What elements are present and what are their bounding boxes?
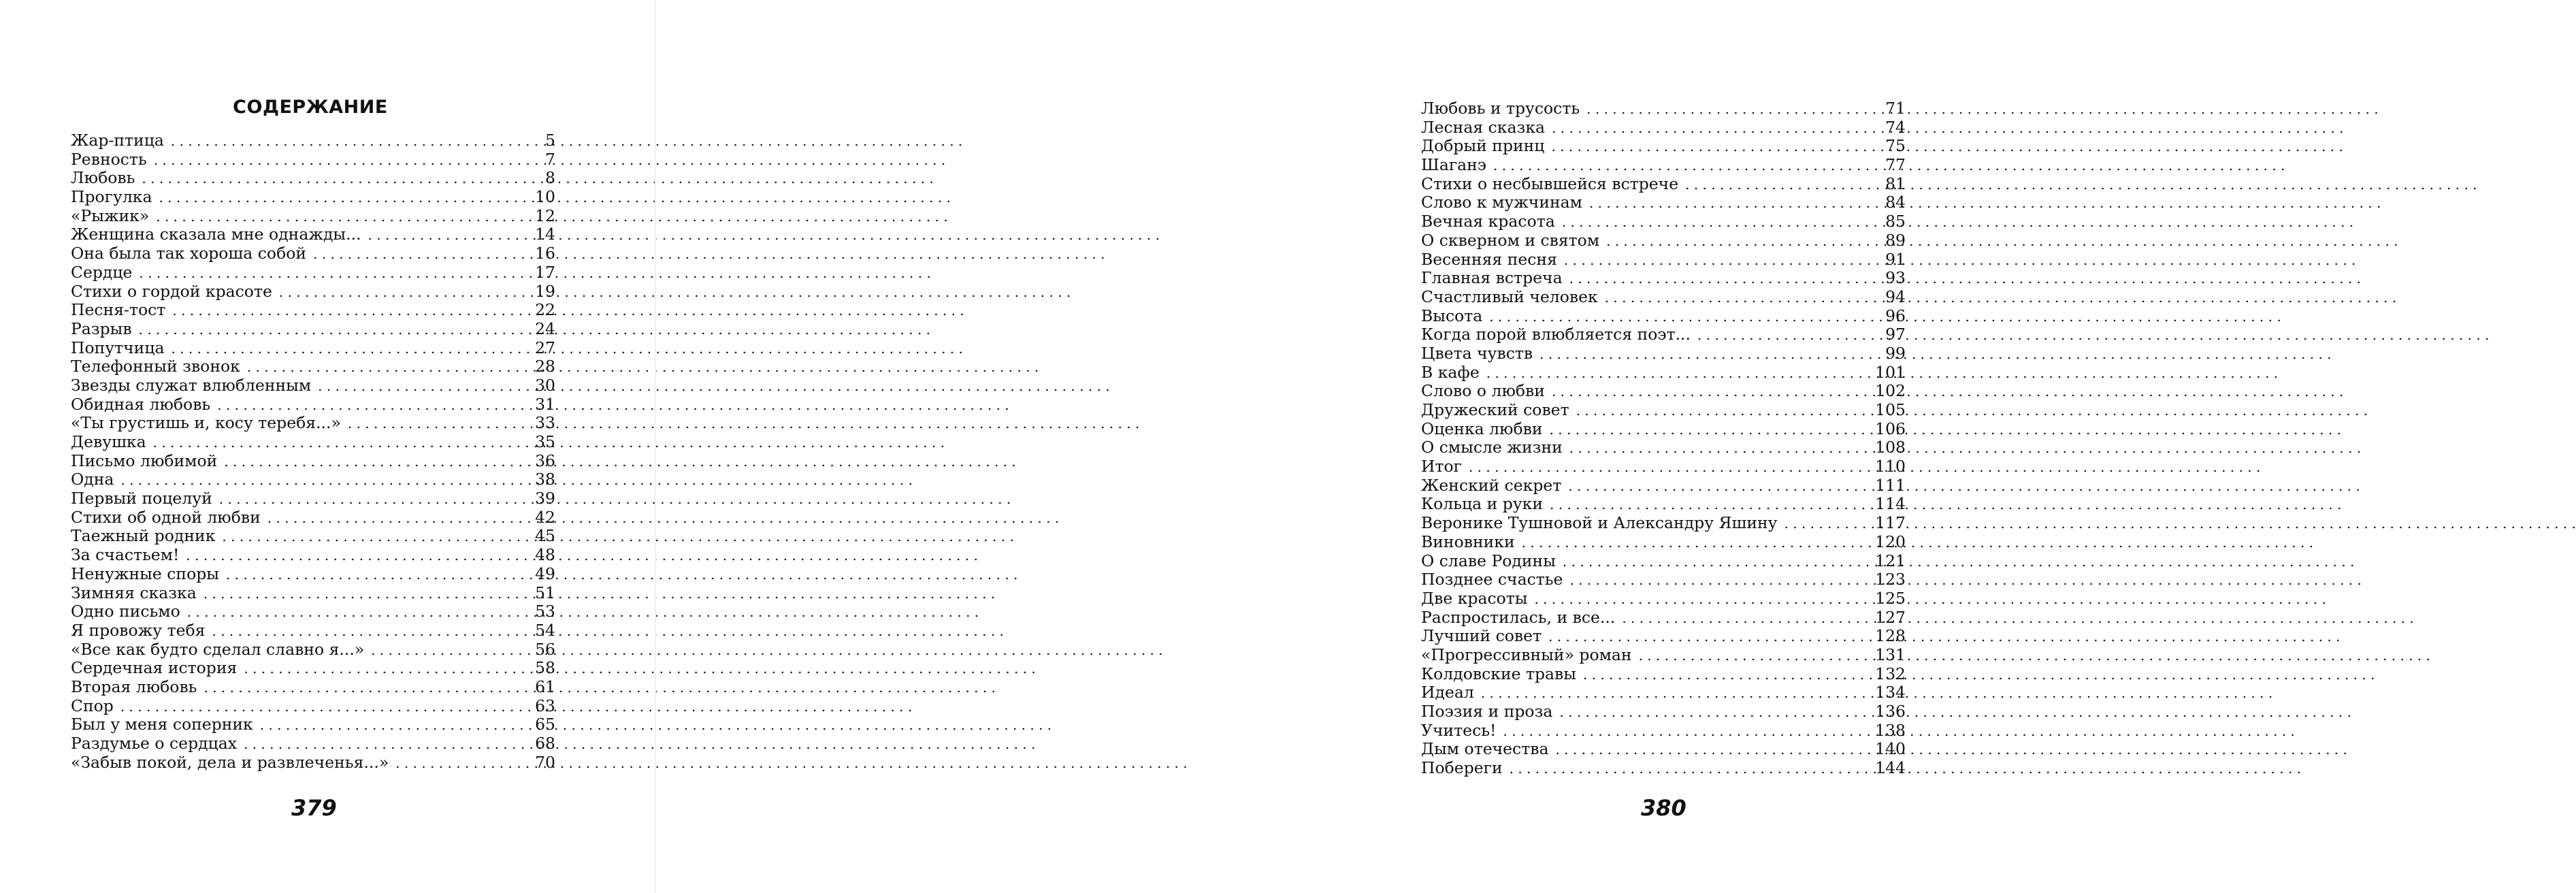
dot-leader [219, 490, 521, 509]
dot-leader [247, 358, 521, 377]
dot-leader [1552, 119, 1872, 138]
toc-entry-page: 31 [535, 394, 555, 414]
toc-entry-title: Женщина сказала мне однажды... [71, 225, 361, 244]
toc-entry [71, 565, 555, 584]
dot-leader [142, 169, 521, 189]
dot-leader [212, 622, 521, 641]
toc-entry-title: Был у меня соперник [71, 715, 253, 734]
dot-leader [1539, 345, 1872, 364]
toc-entry-page: 85 [1885, 212, 1906, 231]
toc-entry-title: Сердечная история [71, 658, 238, 678]
toc-entry-title: Обидная любовь [71, 394, 211, 414]
dot-leader [1576, 402, 1868, 421]
toc-entry-page: 45 [535, 526, 555, 546]
toc-entry [71, 263, 555, 282]
toc-entry-page: 65 [535, 715, 555, 734]
toc-entry [1421, 608, 1906, 628]
toc-entry-title: Первый поцелуй [71, 489, 212, 508]
dot-leader [120, 471, 521, 490]
dot-leader [156, 208, 521, 227]
dot-leader [348, 415, 521, 434]
toc-entry-page: 117 [1875, 513, 1906, 533]
dot-leader [1551, 137, 1872, 157]
toc-entry-page: 110 [1875, 457, 1906, 476]
dot-leader [217, 396, 521, 415]
toc-entry [1421, 533, 1906, 552]
toc-entry-title: Оценка любви [1421, 419, 1543, 438]
toc-entry [1421, 495, 1906, 514]
toc-entry-title: За счастьем! [71, 545, 180, 565]
toc-entry [71, 715, 555, 734]
dot-leader [267, 509, 521, 528]
toc-entry-page: 134 [1875, 683, 1906, 702]
toc-entry-title: «Все как будто сделал славно я...» [71, 639, 365, 659]
toc-entry-page: 56 [535, 639, 555, 659]
toc-list-left [71, 131, 555, 772]
toc-entry-page: 81 [1885, 174, 1906, 193]
toc-entry-page: 96 [1885, 306, 1906, 325]
toc-entry [71, 470, 555, 489]
dot-leader [395, 754, 521, 773]
toc-entry-title: Колдовские травы [1421, 664, 1576, 683]
toc-entry [1421, 99, 1906, 118]
toc-entry-title: Таежный родник [71, 526, 216, 546]
toc-entry-page: 8 [545, 168, 555, 188]
toc-entry [71, 527, 555, 546]
toc-entry [1421, 175, 1906, 194]
toc-entry-title: «Прогрессивный» роман [1421, 645, 1632, 664]
dot-leader [368, 226, 521, 245]
left-page [0, 0, 655, 893]
toc-entry-page: 36 [535, 451, 555, 470]
dot-leader [203, 585, 521, 604]
toc-entry-page: 111 [1875, 475, 1906, 495]
toc-entry-title: Раздумье о сердцах [71, 734, 237, 753]
dot-leader [318, 377, 521, 396]
toc-entry-page: 97 [1885, 325, 1906, 344]
dot-leader [1548, 628, 1867, 647]
toc-entry [71, 207, 555, 226]
dot-leader [1555, 741, 1867, 760]
toc-entry-title: Стихи об одной любви [71, 507, 261, 527]
dot-leader [1481, 684, 1867, 703]
toc-entry [1421, 193, 1906, 212]
toc-entry [71, 150, 555, 169]
toc-entry [1421, 156, 1906, 175]
toc-entry [1421, 325, 1906, 344]
toc-entry-page: 14 [535, 225, 555, 244]
dot-leader [313, 245, 521, 264]
toc-entry [71, 489, 555, 508]
toc-entry-page: 51 [535, 583, 555, 602]
dot-leader [1639, 647, 1868, 666]
dot-leader [1562, 213, 1872, 232]
toc-entry [1421, 269, 1906, 288]
toc-entry [71, 414, 555, 433]
toc-entry-page: 30 [535, 375, 555, 395]
dot-leader [1486, 364, 1867, 383]
toc-entry-title: О славе Родины [1421, 551, 1556, 570]
toc-entry-page: 75 [1885, 136, 1906, 156]
toc-entry [71, 225, 555, 244]
dot-leader [1563, 553, 1867, 572]
toc-entry [71, 734, 555, 753]
toc-entry-page: 138 [1875, 720, 1906, 740]
toc-entry [1421, 552, 1906, 571]
toc-entry [71, 188, 555, 207]
toc-entry [1421, 137, 1906, 156]
dot-leader [244, 735, 521, 754]
page-number-right: 380 [1641, 795, 1686, 821]
toc-entry-page: 70 [535, 752, 555, 772]
toc-entry [1421, 627, 1906, 646]
toc-entry [1421, 702, 1906, 721]
toc-entry [71, 659, 555, 678]
toc-entry-title: Счастливый человек [1421, 287, 1598, 306]
toc-entry-title: Любовь и трусость [1421, 99, 1580, 118]
dot-leader [1586, 100, 1872, 119]
toc-entry [71, 508, 555, 527]
page-number-left: 379 [291, 795, 337, 821]
toc-entry-page: 63 [535, 696, 555, 715]
toc-entry-page: 102 [1875, 381, 1906, 401]
toc-entry-title: Весенняя песня [1421, 249, 1557, 269]
toc-entry-title: О скверном и святом [1421, 230, 1600, 250]
dot-leader [1469, 458, 1867, 477]
toc-entry [1421, 759, 1906, 778]
toc-entry [71, 452, 555, 471]
toc-entry [1421, 212, 1906, 231]
toc-entry-title: Учитесь! [1421, 720, 1497, 740]
toc-entry-title: Зимняя сказка [71, 583, 197, 602]
dot-leader [1622, 609, 1867, 628]
dot-leader [154, 151, 521, 170]
toc-entry [1421, 401, 1906, 420]
toc-entry-title: Когда порой влюбляется поэт... [1421, 325, 1691, 344]
toc-entry-title: Слово к мужчинам [1421, 193, 1582, 212]
toc-entry-page: 24 [535, 319, 555, 338]
dot-leader [1550, 421, 1868, 440]
toc-entry [71, 678, 555, 697]
toc-entry-title: О смысле жизни [1421, 438, 1563, 457]
toc-entry-title: Ревность [71, 149, 147, 169]
toc-entry-title: Я провожу тебя [71, 620, 206, 640]
toc-entry-title: «Забыв покой, дела и развлеченья...» [71, 752, 389, 772]
toc-entry [71, 584, 555, 603]
toc-entry-title: Побереги [1421, 758, 1503, 778]
toc-entry [71, 433, 555, 452]
toc-entry-page: 89 [1885, 230, 1906, 250]
toc-entry-page: 84 [1885, 193, 1906, 212]
toc-entry-page: 71 [1885, 99, 1906, 118]
dot-leader [244, 660, 521, 679]
dot-leader [260, 716, 521, 735]
dot-leader [226, 566, 521, 585]
toc-entry [1421, 514, 1906, 533]
toc-entry-page: 42 [535, 507, 555, 527]
toc-entry-page: 93 [1885, 268, 1906, 288]
toc-entry-page: 53 [535, 602, 555, 621]
dot-leader [279, 283, 521, 302]
toc-entry-title: Женский секрет [1421, 475, 1562, 495]
dot-leader [1493, 157, 1872, 176]
toc-entry-page: 22 [535, 300, 555, 320]
dot-leader [1569, 439, 1867, 458]
toc-entry-title: Одна [71, 470, 114, 489]
dot-leader [1568, 477, 1867, 496]
toc-entry [71, 640, 555, 660]
toc-entry [71, 546, 555, 565]
toc-entry-title: Виновники [1421, 532, 1515, 551]
toc-entry-page: 28 [535, 357, 555, 376]
toc-entry-title: Добрый принц [1421, 136, 1545, 156]
dot-leader [1550, 496, 1867, 515]
toc-entry-page: 54 [535, 620, 555, 640]
toc-entry-title: Попутчица [71, 338, 165, 357]
toc-entry-page: 19 [535, 281, 555, 301]
toc-entry-title: Разрыв [71, 319, 132, 338]
dot-leader [171, 340, 521, 359]
toc-entry-title: Высота [1421, 306, 1483, 325]
toc-entry-title: Телефонный звонок [71, 357, 240, 376]
toc-entry-title: В кафе [1421, 362, 1480, 382]
toc-entry-title: Идеал [1421, 683, 1474, 702]
toc-entry-page: 48 [535, 545, 555, 565]
toc-list-right [1421, 99, 1906, 778]
toc-entry-page: 131 [1875, 645, 1906, 664]
toc-entry-title: Шаганэ [1421, 155, 1486, 175]
toc-entry [1421, 344, 1906, 363]
toc-entry-title: Спор [71, 696, 114, 715]
toc-entry [71, 301, 555, 320]
dot-leader [1784, 515, 1868, 534]
toc-entry-title: Веронике Тушновой и Александру Яшину [1421, 513, 1778, 533]
dot-leader [1583, 666, 1867, 685]
toc-entry-title: Песня-тост [71, 300, 166, 320]
dot-leader [120, 698, 521, 717]
toc-entry-title: Стихи о гордой красоте [71, 281, 272, 301]
toc-entry-title: Цвета чувств [1421, 343, 1533, 363]
dot-leader [1503, 722, 1868, 741]
toc-entry-title: Лесная сказка [1421, 117, 1546, 137]
toc-entry-title: Вечная красота [1421, 212, 1555, 231]
toc-entry [1421, 589, 1906, 608]
toc-entry [1421, 476, 1906, 496]
dot-leader [203, 679, 521, 698]
toc-entry-title: Одно письмо [71, 602, 180, 621]
toc-entry-title: Кольца и руки [1421, 494, 1544, 514]
toc-entry-page: 125 [1875, 588, 1906, 608]
toc-entry [71, 602, 555, 621]
dot-leader [186, 547, 521, 566]
toc-entry-page: 132 [1875, 664, 1906, 683]
toc-entry [1421, 721, 1906, 741]
dot-leader [1605, 289, 1872, 308]
toc-entry-page: 7 [545, 149, 555, 169]
toc-entry-page: 5 [545, 131, 555, 150]
dot-leader [139, 264, 521, 283]
toc-entry [71, 320, 555, 339]
toc-entry [1421, 646, 1906, 665]
toc-entry-title: Звезды служат влюбленным [71, 375, 312, 395]
toc-entry-page: 94 [1885, 287, 1906, 306]
dot-leader [172, 302, 521, 321]
toc-entry-page: 17 [535, 262, 555, 282]
toc-entry-page: 10 [535, 187, 555, 207]
toc-entry-title: Слово о любви [1421, 381, 1545, 401]
dot-leader [1559, 703, 1867, 722]
toc-entry [1421, 231, 1906, 250]
toc-entry [1421, 457, 1906, 476]
dot-leader [153, 434, 521, 453]
toc-entry-title: Итог [1421, 457, 1462, 476]
toc-entry-title: Девушка [71, 432, 146, 451]
toc-entry-title: Жар-птица [71, 131, 164, 150]
toc-entry-title: «Рыжик» [71, 206, 150, 225]
toc-entry-page: 123 [1875, 570, 1906, 589]
toc-entry-title: «Ты грустишь и, косу теребя...» [71, 413, 341, 433]
toc-entry [1421, 740, 1906, 759]
toc-entry-page: 144 [1875, 758, 1906, 778]
toc-entry-title: Вторая любовь [71, 677, 197, 696]
toc-entry [71, 282, 555, 302]
toc-entry-title: Позднее счастье [1421, 570, 1563, 589]
toc-entry [1421, 307, 1906, 326]
dot-leader [1534, 590, 1867, 609]
toc-entry [71, 697, 555, 716]
toc-entry [71, 169, 555, 188]
toc-entry [1421, 438, 1906, 457]
toc-entry-page: 106 [1875, 419, 1906, 438]
toc-entry-page: 77 [1885, 155, 1906, 175]
toc-entry [1421, 665, 1906, 684]
dot-leader [1564, 251, 1872, 270]
toc-entry-title: Стихи о несбывшейся встрече [1421, 174, 1679, 193]
dot-leader [1569, 571, 1867, 590]
toc-entry-title: Главная встреча [1421, 268, 1563, 288]
toc-entry-title: Письмо любимой [71, 451, 218, 470]
dot-leader [1685, 176, 1872, 195]
toc-entry-page: 101 [1875, 362, 1906, 382]
toc-entry-page: 12 [535, 206, 555, 225]
toc-entry-page: 27 [535, 338, 555, 357]
toc-entry-title: Она была так хороша собой [71, 244, 307, 263]
toc-entry [71, 753, 555, 773]
toc-entry-page: 105 [1875, 400, 1906, 419]
dot-leader [139, 321, 521, 340]
toc-entry [1421, 363, 1906, 383]
toc-entry [71, 339, 555, 358]
toc-entry-title: Прогулка [71, 187, 152, 207]
right-page [656, 0, 1906, 893]
toc-entry [1421, 118, 1906, 137]
toc-entry-title: Сердце [71, 262, 133, 282]
toc-entry [71, 357, 555, 376]
toc-entry [1421, 250, 1906, 270]
dot-leader [1552, 383, 1867, 402]
toc-entry-title: Дым отечества [1421, 739, 1549, 759]
dot-leader [171, 132, 521, 151]
toc-entry-title: Дружеский совет [1421, 400, 1569, 419]
toc-entry-page: 127 [1875, 607, 1906, 627]
toc-entry-title: Ненужные споры [71, 564, 219, 583]
dot-leader [224, 453, 521, 472]
toc-entry-page: 114 [1875, 494, 1906, 514]
toc-entry-title: Поэзия и проза [1421, 702, 1553, 721]
toc-entry-page: 49 [535, 564, 555, 583]
toc-entry-page: 58 [535, 658, 555, 678]
dot-leader [1697, 326, 1872, 345]
toc-entry-page: 35 [535, 432, 555, 451]
toc-entry [1421, 420, 1906, 439]
toc-entry [1421, 382, 1906, 401]
dot-leader [187, 603, 521, 622]
toc-entry [71, 621, 555, 640]
toc-entry-page: 121 [1875, 551, 1906, 570]
toc-entry-title: Две красоты [1421, 588, 1528, 608]
dot-leader [1489, 308, 1872, 327]
toc-entry-page: 99 [1885, 343, 1906, 363]
toc-entry-page: 16 [535, 244, 555, 263]
dot-leader [1510, 760, 1868, 779]
contents-heading: СОДЕРЖАНИЕ [233, 97, 388, 118]
toc-entry [71, 395, 555, 415]
toc-entry-page: 68 [535, 734, 555, 753]
toc-entry-page: 136 [1875, 702, 1906, 721]
toc-entry-page: 140 [1875, 739, 1906, 759]
toc-entry-page: 74 [1885, 117, 1906, 137]
toc-entry-page: 108 [1875, 438, 1906, 457]
dot-leader [1589, 194, 1872, 213]
toc-entry [1421, 570, 1906, 589]
toc-entry-title: Лучший совет [1421, 626, 1542, 646]
dot-leader [1569, 270, 1872, 289]
dot-leader [371, 641, 521, 660]
toc-entry [71, 244, 555, 263]
toc-entry [1421, 288, 1906, 307]
toc-entry-page: 128 [1875, 626, 1906, 646]
toc-entry-page: 120 [1875, 532, 1906, 551]
toc-entry-page: 61 [535, 677, 555, 696]
toc-entry-title: Любовь [71, 168, 135, 188]
dot-leader [222, 527, 521, 547]
toc-entry [1421, 683, 1906, 702]
dot-leader [1606, 232, 1872, 251]
toc-entry-page: 91 [1885, 249, 1906, 269]
toc-entry-page: 33 [535, 413, 555, 433]
toc-entry-title: Распростилась, и все... [1421, 607, 1616, 627]
dot-leader [159, 189, 521, 208]
dot-leader [1522, 534, 1867, 553]
toc-entry [71, 131, 555, 150]
toc-entry-page: 38 [535, 470, 555, 489]
toc-entry-page: 39 [535, 489, 555, 508]
toc-entry [71, 376, 555, 395]
